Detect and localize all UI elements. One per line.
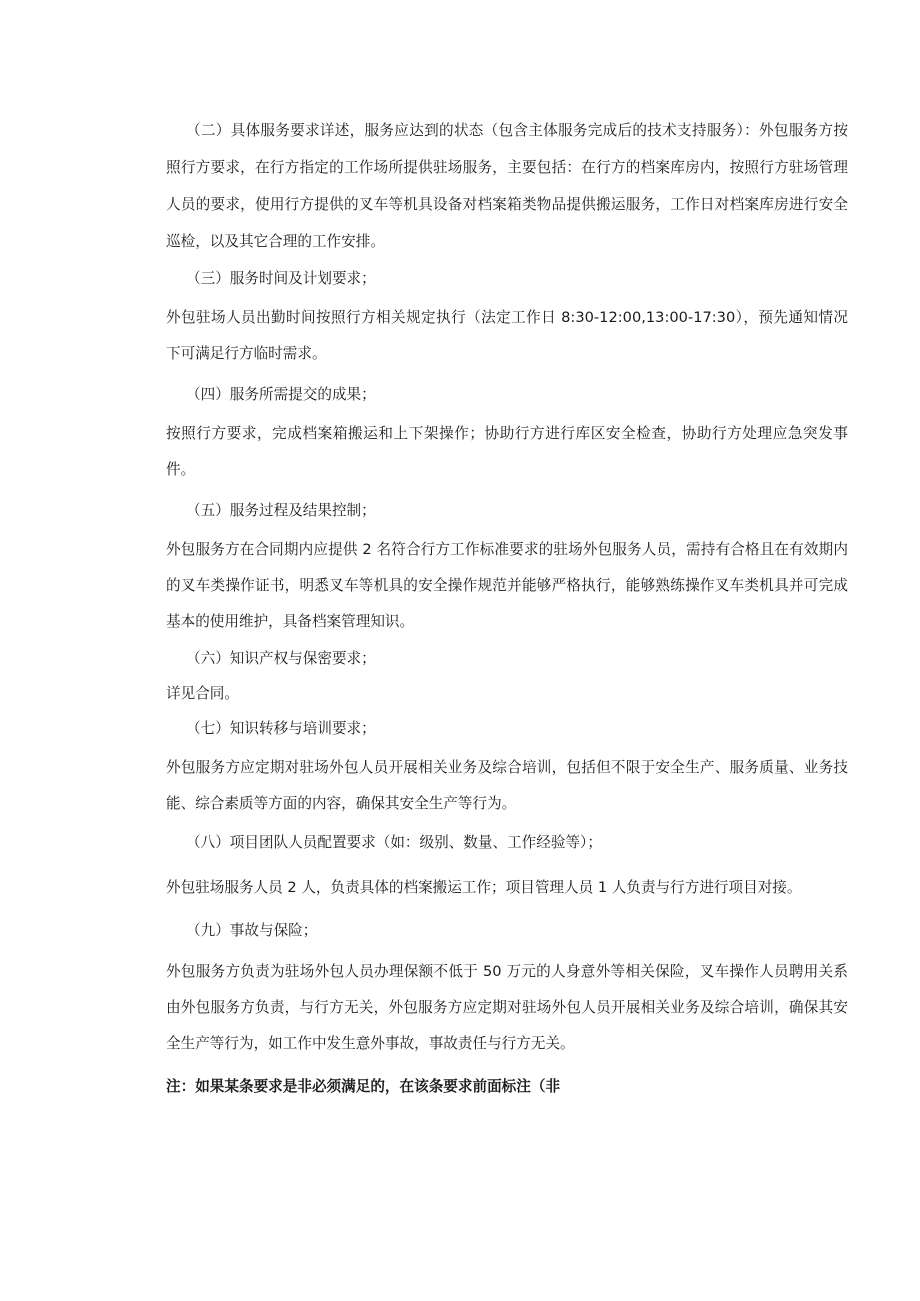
section-3-body: 外包驻场人员出勤时间按照行方相关规定执行（法定工作日 8:30-12:00,13:00-17:30），预先通知情况下可满足行方临时需求。 (166, 309, 848, 362)
section-3-heading: （三）服务时间及计划要求； (186, 270, 376, 287)
section-7-body: 外包服务方应定期对驻场外包人员开展相关业务及综合培训，包括但不限于安全生产、服务质量、业务技能、综合素质等方面的内容，确保其安全生产等行为。 (166, 759, 848, 812)
section-9-body: 外包服务方负责为驻场外包人员办理保额不低于 50 万元的人身意外等相关保险，叉车操作人员聘用关系由外包服务方负责，与行方无关，外包服务方应定期对驻场外包人员开展相关业务及综合培训，确保其安全生产等行为，如工作中发生意外事故，事故责任与行方无关。 (166, 963, 848, 1052)
section-6-body: 详见合同。 (166, 685, 239, 702)
section-5-heading: （五）服务过程及结果控制； (186, 502, 376, 519)
section-6-heading: （六）知识产权与保密要求； (186, 650, 376, 667)
section-2-paragraph: （二）具体服务要求详述，服务应达到的状态（包含主体服务完成后的技术支持服务）：外包服务方按照行方要求，在行方指定的工作场所提供驻场服务，主要包括：在行方的档案库房内，按照行方驻场管理人员的要求，使用行方提供的叉车等机具设备对档案箱类物品提供搬运服务，工作日对档案库房进行安全巡检，以及其它合理的工作安排。 (166, 122, 848, 250)
note-text: 注：如果某条要求是非必须满足的，在该条要求前面标注（非 (166, 1078, 561, 1095)
document-body (166, 112, 848, 1100)
section-4-body: 按照行方要求，完成档案箱搬运和上下架操作；协助行方进行库区安全检查，协助行方处理应急突发事件。 (166, 425, 848, 478)
section-9-heading: （九）事故与保险； (186, 922, 318, 939)
section-5-body: 外包服务方在合同期内应提供 2 名符合行方工作标准要求的驻场外包服务人员，需持有合格且在有效期内的叉车类操作证书，明悉叉车等机具的安全操作规范并能够严格执行，能够熟练操作叉车类机具并可完成基本的使用维护，具备档案管理知识。 (166, 541, 848, 630)
section-8-heading: （八）项目团队人员配置要求（如：级别、数量、工作经验等）； (186, 834, 602, 851)
section-8-body: 外包驻场服务人员 2 人，负责具体的档案搬运工作；项目管理人员 1 人负责与行方进行项目对接。 (166, 879, 802, 896)
section-7-heading: （七）知识转移与培训要求； (186, 720, 376, 737)
section-4-heading: （四）服务所需提交的成果； (186, 386, 376, 403)
